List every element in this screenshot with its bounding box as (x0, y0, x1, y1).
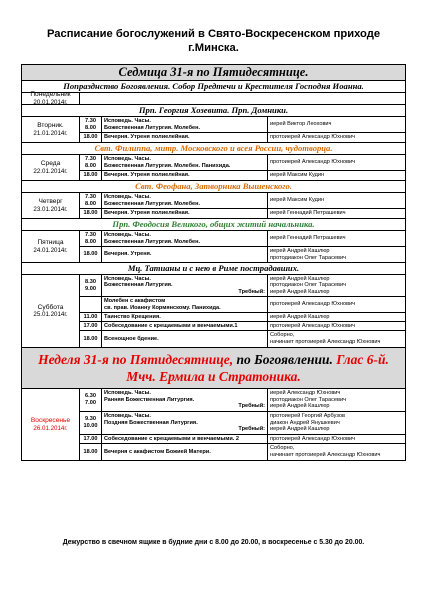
service-clergy: протоиерей Александр Юхнович (270, 435, 356, 442)
day-date: 23.01.2014г. (33, 205, 68, 213)
service-clergy: иерей Геннадий Петрашевич (270, 210, 346, 217)
service-time: 6.30 7.00 (80, 389, 102, 411)
service-time: 11.00 (80, 313, 102, 321)
day-services (80, 193, 405, 218)
day-block-tuesday (22, 117, 405, 143)
service-clergy: иерей Андрей Кашлюр (270, 313, 330, 320)
service-name: Исповедь. Часы. Божественная Литургия. Молебен. Панихида. (102, 155, 268, 170)
service-name: Вечерня с акафистом Божией Матери. (102, 444, 268, 460)
day-cell-saturday (22, 275, 80, 347)
day-date: 24.01.2014г. (33, 246, 68, 254)
day-name: Суббота (37, 303, 64, 311)
service-clergy: иерей Андрей Кашлюр протодиакон Олег Тарасевич (270, 247, 347, 261)
service-name: Вечерня. Утреня полиелейная. (102, 209, 268, 218)
service-row (80, 155, 405, 171)
service-clergy: протоиерей Александр Юхнович (270, 134, 356, 141)
day-name: Пятница (37, 239, 64, 246)
tuesday-feast: Прп. Георгия Хозевита. Прп. Домники. (22, 105, 405, 117)
service-name: Исповедь. Часы. Божественная Литургия. Молебен. (102, 193, 268, 208)
service-clergy: Соборно, начинает протоиерей Александр Юхнович (270, 332, 381, 345)
day-date: 22.01.2014г. (33, 167, 68, 175)
service-row (80, 435, 405, 444)
sunday-title-line-1: Неделя 31-я по Пятидесятнице, по Богоявлении. Глас 6-й. (38, 352, 389, 367)
service-time: 7.30 8.00 (80, 231, 102, 246)
saturday-feast: Мц. Татианы и с нею в Риме пострадавших. (22, 263, 405, 275)
service-time: 17.00 (80, 322, 102, 330)
title-line-2: г.Минска. (188, 42, 239, 54)
service-row (80, 171, 405, 180)
service-name: Вечерня. Утреня. (102, 247, 268, 262)
monday-feast: Попразднство Богоявления. Собор Предтечи и Крестителя Господня Иоанна. (22, 81, 405, 93)
service-name: Всенощное бдение. (102, 331, 268, 347)
service-time: 7.30 8.00 (80, 117, 102, 132)
service-row (80, 297, 405, 313)
service-row (80, 193, 405, 209)
service-name: Исповедь. Часы. Ранняя Божественная Литургия. Требный: (102, 389, 268, 411)
service-name: Вечерня. Утреня полиелейная. (102, 171, 268, 180)
service-clergy: иерей Геннадий Петрашевич (270, 235, 346, 242)
service-row (80, 133, 405, 142)
day-services (80, 93, 405, 104)
service-clergy: иерей Максим Кудин (270, 197, 325, 204)
service-clergy: протоиерей Александр Юхнович (270, 159, 356, 166)
day-block-friday (22, 231, 405, 263)
service-name: Исповедь. Часы. Божественная Литургия. Требный: (102, 275, 268, 296)
service-time: 8.30 9.00 (80, 275, 102, 296)
day-block-monday (22, 93, 405, 105)
day-name: Вторник. (37, 122, 64, 129)
day-cell-monday (22, 93, 80, 104)
day-services (80, 155, 405, 180)
service-clergy: Соборно, начинает протоиерей Александр Юхнович (270, 445, 381, 458)
day-services (80, 275, 405, 347)
service-row (80, 313, 405, 322)
service-name: Собеседование с крещаемыми и венчаемыми. 2 (102, 435, 268, 443)
service-time: 18.00 (80, 133, 102, 142)
service-name: Таинство Крещения. (102, 313, 268, 321)
day-cell-wednesday (22, 155, 80, 180)
day-name: Среда (40, 160, 61, 167)
service-clergy: протоиерей Георгий Арбузов диакон Андрей Янушкевич иерей Андрей Кашлюр (270, 413, 346, 433)
title-line-1: Расписание богослужений в Свято-Воскресенском приходе (46, 28, 381, 40)
day-services (80, 231, 405, 262)
day-date: 21.01.2014г. (33, 129, 68, 137)
day-cell-tuesday (22, 117, 80, 142)
service-time: 18.00 (80, 171, 102, 180)
day-services (80, 389, 405, 460)
service-time: 9.30 10.00 (80, 412, 102, 434)
service-name: Молебен с акафистом св. прав. Иоанну Кормянскому. Панихида. (102, 297, 268, 312)
schedule-table (21, 64, 406, 461)
friday-feast: Прп. Феодосия Великого, общих житий начальника. (22, 219, 405, 231)
service-name: Собеседование с крещаемыми и венчаемыми.1 (102, 322, 268, 330)
service-time: 18.00 (80, 331, 102, 347)
day-date: 26.01.2014г. (33, 424, 68, 432)
service-row (80, 117, 405, 133)
service-time: 18.00 (80, 444, 102, 460)
service-row (80, 389, 405, 412)
day-cell-friday (22, 231, 80, 262)
service-name: Исповедь. Часы. Поздняя Божественная Литургия. Требный: (102, 412, 268, 434)
service-clergy: иерей Андрей Кашлюр протодиакон Олег Тарасевич иерей Андрей Кашлюр (270, 275, 347, 295)
day-cell-sunday (22, 389, 80, 460)
service-row (80, 247, 405, 262)
wednesday-feast: Свт. Филиппа, митр. Московского и всея России, чудотворца. (22, 143, 405, 155)
service-time: 18.00 (80, 209, 102, 218)
day-block-sunday (22, 389, 405, 460)
service-row (80, 412, 405, 435)
service-name: Вечерня. Утреня полиелейная. (102, 133, 268, 142)
day-block-thursday (22, 193, 405, 219)
service-time: 18.00 (80, 247, 102, 262)
day-name: Воскресенье (30, 417, 71, 424)
sunday-title (22, 348, 405, 389)
service-time: 7.30 8.00 (80, 193, 102, 208)
footer-note: Дежурство в свечном ящике в будние дни с 8.00 до 20.00, в воскресенье с 5.30 до 20.00. (62, 539, 365, 546)
service-clergy: иерей Александр Юхнович протодиакон Олег Тарасевич иерей Андрей Кашлюр (270, 390, 347, 410)
service-time: 17.00 (80, 435, 102, 443)
day-services (80, 117, 405, 142)
service-row (80, 231, 405, 247)
service-row (80, 209, 405, 218)
day-name: Понедельник (30, 91, 71, 98)
service-time (80, 297, 102, 312)
service-clergy: иерей Максим Кудин (270, 172, 325, 179)
service-name: Исповедь. Часы. Божественная Литургия. Молебен. (102, 117, 268, 132)
day-block-saturday (22, 275, 405, 348)
day-cell-thursday (22, 193, 80, 218)
thursday-feast: Свт. Феофана, Затворника Вышенского. (22, 181, 405, 193)
service-time: 7.30 8.00 (80, 155, 102, 170)
service-row (80, 331, 405, 347)
service-row (80, 275, 405, 297)
service-clergy: протоиерей Александр Юхнович (270, 301, 356, 308)
sunday-title-line-2: Мчч. Ермила и Стратоника. (126, 369, 301, 384)
day-date: 25.01.2014г. (33, 311, 68, 318)
day-name: Четверг (38, 198, 63, 205)
day-block-wednesday (22, 155, 405, 181)
service-row (80, 322, 405, 331)
service-row (80, 444, 405, 460)
service-name: Исповедь. Часы. Божественная Литургия. Молебен. (102, 231, 268, 246)
service-clergy: иерей Виктор Леохович (270, 121, 332, 128)
day-date: 20.01.2014г. (33, 98, 68, 106)
page-title (10, 27, 417, 55)
service-clergy: протоиерей Александр Юхнович (270, 322, 356, 329)
week-title: Седмица 31-я по Пятидесятнице. (22, 65, 405, 81)
